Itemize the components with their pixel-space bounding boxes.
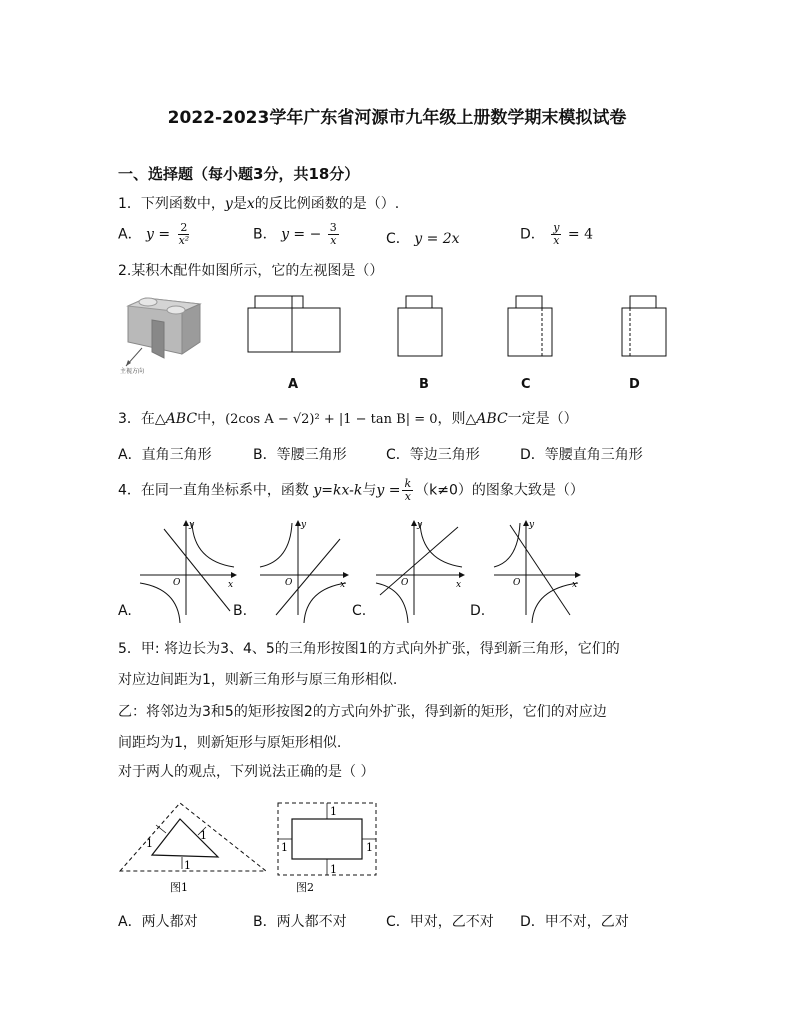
- question-2-stem: 2.某积木配件如图所示，它的左视图是（）: [118, 263, 384, 279]
- q3-stem-b: 中，: [197, 411, 226, 427]
- q2-option-c-figure[interactable]: [508, 296, 552, 356]
- q5-option-d[interactable]: D．甲不对，乙对: [520, 914, 629, 930]
- q4b-origin-label: O: [285, 578, 293, 588]
- q4a-y-label: y: [189, 520, 195, 530]
- q4-y-eq: y =: [376, 482, 401, 499]
- q5-line-3: 乙：将邻边为3和5的矩形按图2的方式向外扩张，得到新的矩形，它们的对应边: [118, 704, 607, 720]
- q1-option-a-label: A．: [118, 226, 142, 243]
- q4b-x-label: x: [340, 580, 346, 590]
- q3-option-b[interactable]: B．等腰三角形: [253, 447, 347, 463]
- q4-linear-function: y=kx-k: [313, 482, 363, 499]
- q4a-origin-label: O: [173, 578, 181, 588]
- q5-line-1: 5．甲: 将边长为3、4、5的三角形按图1的方式向外扩张，得到新三角形，它们的: [118, 641, 620, 657]
- q1-option-d-label: D．: [520, 226, 545, 243]
- q3-stem-d: 一定是（）: [507, 411, 578, 427]
- q5-figure-1: [120, 803, 266, 894]
- q5-option-b[interactable]: B．两人都不对: [253, 914, 347, 930]
- question-4-stem: [118, 478, 584, 503]
- question-3-stem: [118, 408, 578, 428]
- q4-stem-b: 与: [362, 482, 377, 499]
- q4-label-b[interactable]: B.: [233, 603, 248, 619]
- q1-option-d[interactable]: [520, 222, 593, 247]
- q5-line-2: 对应边间距为1，则新三角形与原三角形相似.: [118, 672, 398, 688]
- q2-figures: [116, 290, 676, 390]
- q5-fig1-dist-bottom: 1: [184, 859, 191, 872]
- q4-stem-c: （k≠0）的图象大致是（）: [415, 482, 584, 499]
- q4-graph-c[interactable]: [376, 520, 464, 623]
- q5-fig2-dist-left: 1: [281, 841, 288, 854]
- q1-option-c-expr: y = 2x: [414, 231, 460, 247]
- q4d-origin-label: O: [513, 578, 521, 588]
- q4-graph-d[interactable]: [494, 520, 580, 623]
- q2-option-a-figure[interactable]: [248, 296, 340, 352]
- q5-fig1-dist-right: 1: [200, 829, 207, 842]
- q1-option-a-lhs: y =: [146, 226, 171, 243]
- q3-option-c[interactable]: C．等边三角形: [386, 447, 480, 463]
- q4c-x-label: x: [456, 580, 462, 590]
- q4b-y-label: y: [301, 520, 307, 530]
- q4-label-c[interactable]: C.: [352, 603, 367, 619]
- q4-stem-a: 4．在同一直角坐标系中，函数: [118, 482, 309, 499]
- q5-figures: [116, 795, 386, 900]
- q2-option-d-figure[interactable]: [622, 296, 666, 356]
- q4c-y-label: y: [417, 520, 423, 530]
- q1-option-b-lhs: y = −: [281, 226, 322, 243]
- q5-fig1-dist-left: 1: [146, 837, 153, 850]
- q4d-x-label: x: [572, 580, 578, 590]
- q1-stem-b: 是: [232, 196, 247, 212]
- q1-option-a-den: x²: [178, 234, 190, 247]
- q1-option-b-den: x: [330, 234, 337, 247]
- q2-label-d: D: [629, 377, 640, 392]
- q4-frac-den: x: [404, 490, 411, 503]
- q4-frac-num: k: [404, 477, 412, 490]
- q5-fig2-dist-top: 1: [330, 805, 337, 818]
- q1-option-d-num: y: [553, 221, 560, 234]
- q1-stem-a: 1．下列函数中，: [118, 196, 225, 212]
- q2-label-c: C: [521, 377, 531, 392]
- q3-equation: (2cos A − √2)² + |1 − tan B| = 0: [225, 412, 438, 427]
- q4a-x-label: x: [228, 580, 234, 590]
- q4-graph-a[interactable]: [140, 520, 236, 623]
- q5-figure-2: [278, 803, 376, 894]
- q3-abc: ABC: [165, 411, 198, 427]
- q3-abc2: ABC: [476, 411, 508, 427]
- q3-stem-c: ，则△: [437, 411, 477, 427]
- q1-option-a[interactable]: [118, 222, 193, 247]
- q2-label-b: B: [419, 377, 429, 392]
- q1-option-b[interactable]: [253, 222, 341, 247]
- q1-option-c[interactable]: [386, 228, 460, 248]
- q5-option-a[interactable]: A．两人都对: [118, 914, 198, 930]
- q4c-origin-label: O: [401, 578, 409, 588]
- q5-fig2-dist-right: 1: [366, 841, 373, 854]
- q1-var-y: y: [224, 196, 233, 212]
- q1-var-x: x: [246, 196, 255, 212]
- section-heading: 一、选择题（每小题3分，共18分）: [118, 165, 360, 183]
- q5-fig1-caption: 图1: [170, 881, 188, 894]
- q1-option-b-label: B．: [253, 226, 277, 243]
- q1-stem-c: 的反比例函数的是（）.: [254, 196, 400, 212]
- q4-label-d[interactable]: D.: [470, 603, 486, 619]
- q5-line-4: 间距均为1，则新矩形与原矩形相似.: [118, 735, 342, 751]
- q4d-y-label: y: [529, 520, 535, 530]
- q2-label-a: A: [288, 377, 299, 392]
- q5-fig2-caption: 图2: [296, 881, 314, 894]
- q1-option-d-rhs: = 4: [567, 226, 593, 243]
- view-direction-caption: 主视方向: [120, 368, 145, 375]
- q5-option-c[interactable]: C．甲对，乙不对: [386, 914, 494, 930]
- q1-option-a-num: 2: [180, 221, 188, 234]
- q4-label-a[interactable]: A.: [118, 603, 132, 619]
- q3-stem-a: 3．在△: [118, 411, 166, 427]
- q5-line-5: 对于两人的观点，下列说法正确的是（ ）: [118, 764, 375, 780]
- page-title: 2022-2023学年广东省河源市九年级上册数学期末模拟试卷: [167, 108, 627, 128]
- block-3d-image: [120, 298, 200, 375]
- question-1-stem: [118, 193, 399, 213]
- q3-option-a[interactable]: A．直角三角形: [118, 447, 212, 463]
- q1-option-b-num: 3: [329, 221, 337, 234]
- q2-option-b-figure[interactable]: [398, 296, 442, 356]
- q5-fig2-dist-bottom: 1: [330, 863, 337, 876]
- q1-option-d-den: x: [553, 234, 560, 247]
- q3-option-d[interactable]: D．等腰直角三角形: [520, 447, 643, 463]
- q1-option-c-label: C．: [386, 231, 410, 247]
- q4-graph-b[interactable]: [260, 520, 348, 623]
